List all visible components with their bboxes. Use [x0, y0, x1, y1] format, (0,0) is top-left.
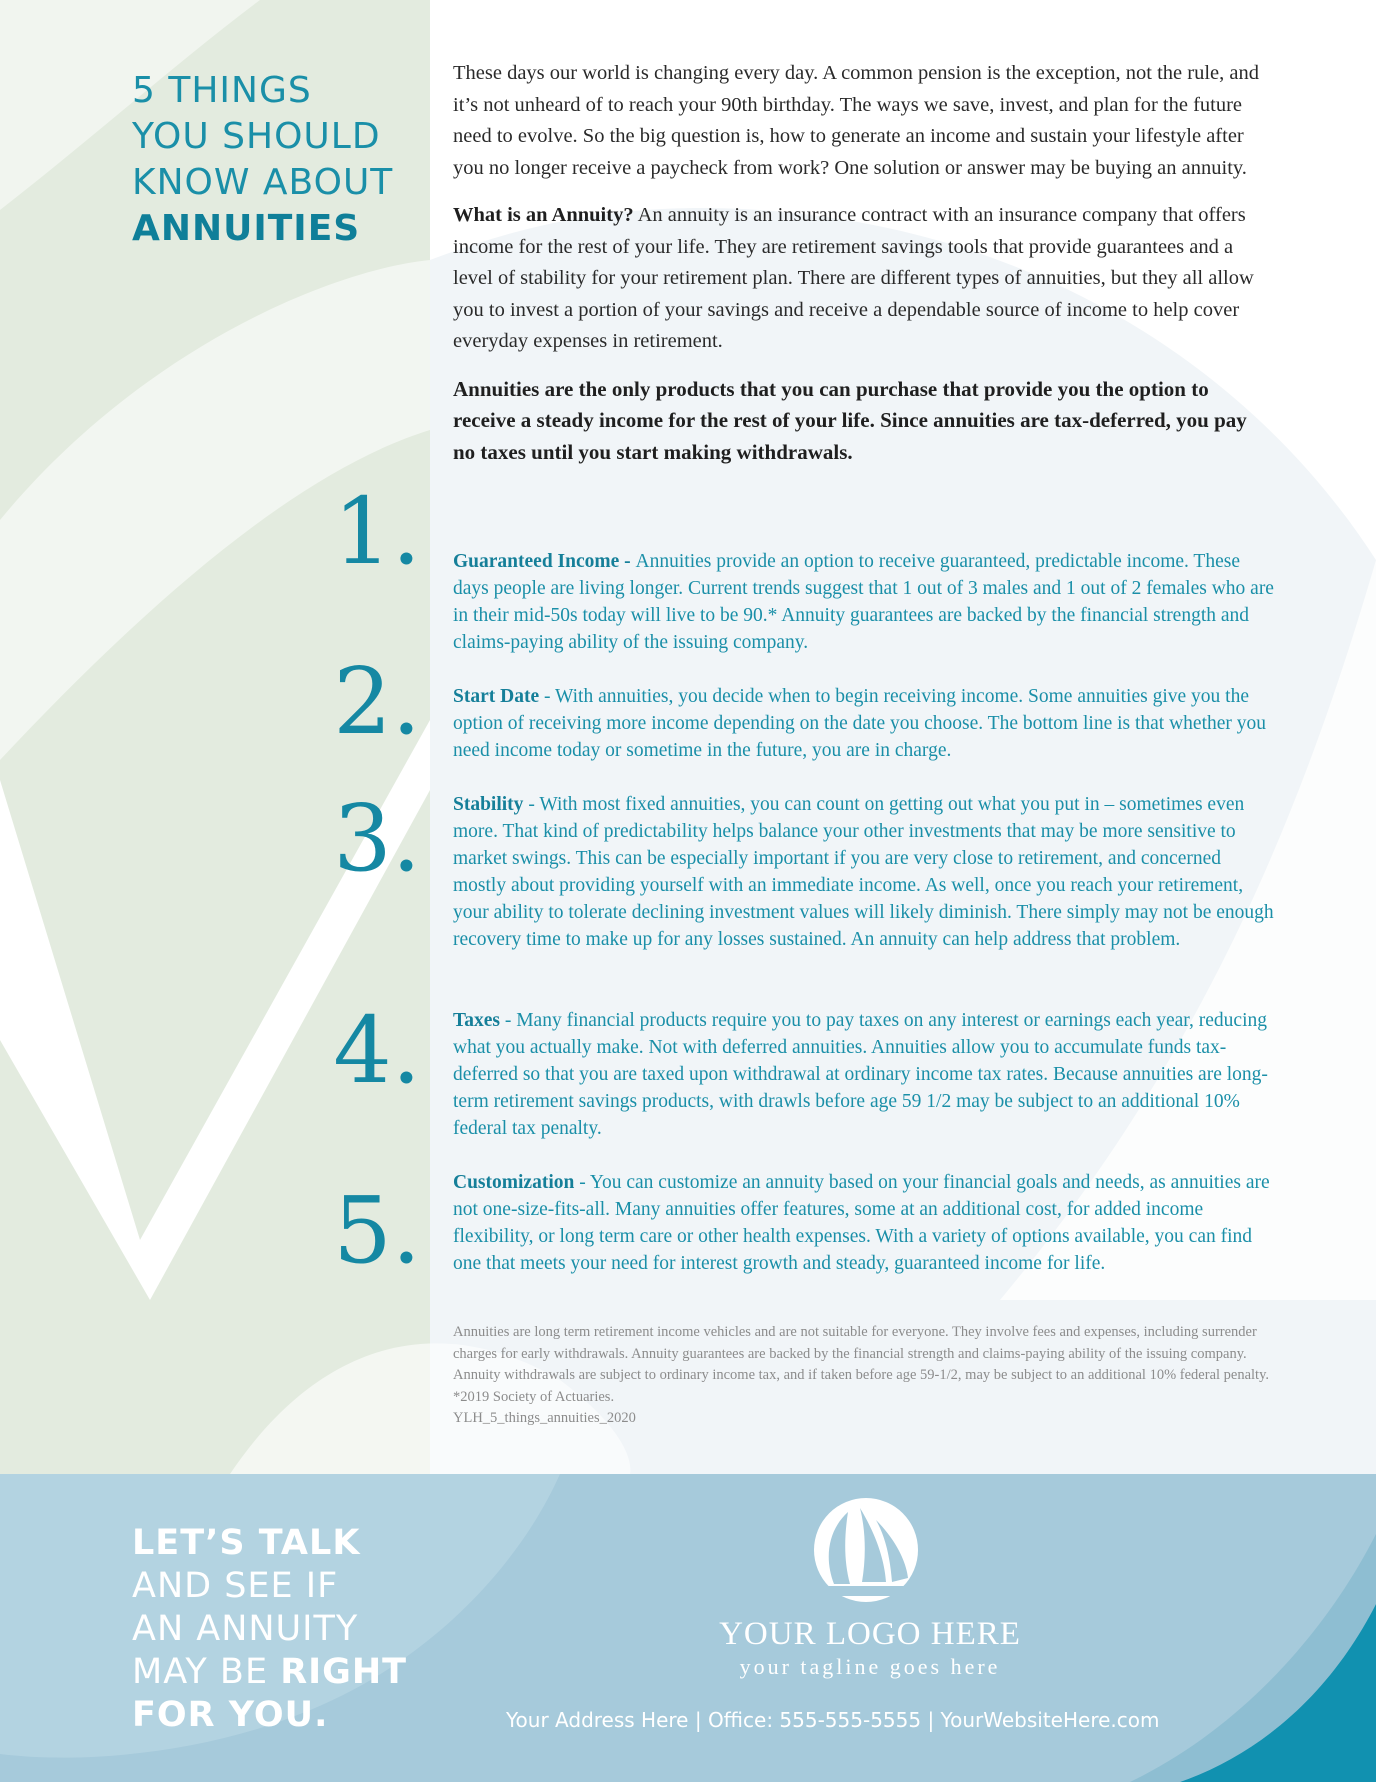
intro-section — [453, 58, 1268, 484]
disclaimer — [453, 1322, 1275, 1430]
item-number: 5. — [333, 1177, 421, 1284]
cta-line — [132, 1651, 407, 1694]
list-item-customization — [453, 1169, 1278, 1277]
contact-info: Your Address Here | Office: 555-555-5555 | YourWebsiteHere.com — [506, 1708, 1160, 1732]
item-heading: Customization — [453, 1172, 575, 1193]
list-item-taxes — [453, 1007, 1278, 1142]
item-number: 3. — [333, 785, 421, 892]
cta-line: AND SEE IF — [132, 1566, 339, 1606]
item-text: Annuities provide an option to receive guaranteed, predictable income. These days people are living longer. Current trends suggest that 1 out of 3 males and 1 out of 2 females who are in their mid-50s today will live to be 90.* Annuity guarantees are backed by the financial strength and claims-paying ability of the issuing company. — [453, 551, 1274, 653]
item-heading: Guaranteed Income - — [453, 551, 636, 572]
title-line: 5 THINGS — [132, 70, 312, 111]
what-is-annuity-heading: What is an Annuity? — [453, 204, 634, 226]
title-line: YOU SHOULD — [132, 116, 381, 157]
what-is-annuity-text: An annuity is an insurance contract with an insurance company that offers income for the rest of your life. They are retirement savings tools that provide guarantees and a level of stability for your retirement plan. There are different types of annuities, but they all allow you to invest a portion of your savings and receive a dependable source of income to help cover everyday expenses in retirement. — [453, 204, 1254, 352]
list-item-guaranteed-income — [453, 548, 1278, 656]
what-is-annuity-paragraph — [453, 200, 1268, 358]
item-heading: Stability — [453, 794, 524, 815]
cta-emphasis: RIGHT — [280, 1652, 408, 1692]
key-point-paragraph: Annuities are the only products that you can purchase that provide you the option to receive a steady income for the rest of your life. Since annuities are tax-deferred, you pay no taxes until you start making withdrawals. — [453, 376, 1247, 464]
cta-line: LET’S TALK — [132, 1523, 361, 1563]
title-line-emphasis: ANNUITIES — [132, 208, 361, 249]
cta-line: AN ANNUITY — [132, 1609, 359, 1649]
item-text: - You can customize an annuity based on your financial goals and needs, as annuities are not one-size-fits-all. Many annuities offer features, some at an additional cost, for added income flexibility, or long term care or other health expenses. With a variety of options available, you can find one that meets your need for interest growth and steady, guaranteed income for life. — [453, 1172, 1270, 1274]
item-number: 4. — [333, 997, 421, 1104]
logo-name: YOUR LOGO HERE — [719, 1616, 1021, 1652]
list-item-start-date — [453, 683, 1278, 764]
title-line: KNOW ABOUT — [132, 162, 394, 203]
item-heading: Taxes — [453, 1010, 500, 1031]
cta-line: FOR YOU. — [132, 1695, 329, 1735]
call-to-action — [132, 1522, 407, 1737]
intro-paragraph: These days our world is changing every day. A common pension is the exception, not the rule, and it’s not unheard of to reach your 90th birthday. The ways we save, invest, and plan for the future need to evolve. So the big question is, how to generate an income and sustain your lifestyle after you no longer receive a paycheck from work? One solution or answer may be buying an annuity. — [453, 62, 1259, 179]
item-number: 2. — [333, 648, 421, 755]
list-item-stability — [453, 791, 1278, 953]
logo-tagline: your tagline goes here — [739, 1654, 1001, 1679]
item-text: - With annuities, you decide when to begin receiving income. Some annuities give you the option of receiving more income depending on the date you choose. The bottom line is that whether you need income today or sometime in the future, you are in charge. — [453, 686, 1267, 761]
item-heading: Start Date — [453, 686, 540, 707]
disclaimer-text: Annuities are long term retirement income vehicles and are not suitable for everyone. They involve fees and expenses, including surrender charges for early withdrawals. Annuity guarantees are backed by the financial strength and claims-paying ability of the issuing company. Annuity withdrawals are subject to ordinary income tax, and if taken before age 59-1/2, may be subject to an additional 10% federal penalty. — [453, 1324, 1270, 1383]
item-number: 1. — [333, 478, 421, 585]
page-title — [132, 68, 442, 252]
disclaimer-code: YLH_5_things_annuities_2020 — [453, 1410, 636, 1426]
sailboat-icon — [814, 1498, 918, 1602]
cta-text: MAY BE — [132, 1652, 281, 1692]
item-text: - With most fixed annuities, you can count on getting out what you put in – sometimes even more. That kind of predictability helps balance your other investments that may be more sensitive to market swings. This can be especially important if you are very close to retirement, and concerned mostly about providing yourself with an immediate income. As well, once you reach your retirement, your ability to tolerate declining investment values will likely diminish. There simply may not be enough recovery time to make up for any losses sustained. An annuity can help address that problem. — [453, 794, 1274, 950]
item-text: - Many financial products require you to pay taxes on any interest or earnings each year, reducing what you actually make. Not with deferred annuities. Annuities allow you to accumulate funds tax-deferred so that you are taxed upon withdrawal at ordinary income tax rates. Because annuities are long-term retirement savings products, with drawls before age 59 1/2 may be subject to an additional 10% federal tax penalty. — [453, 1010, 1268, 1139]
disclaimer-source: *2019 Society of Actuaries. — [453, 1388, 615, 1405]
